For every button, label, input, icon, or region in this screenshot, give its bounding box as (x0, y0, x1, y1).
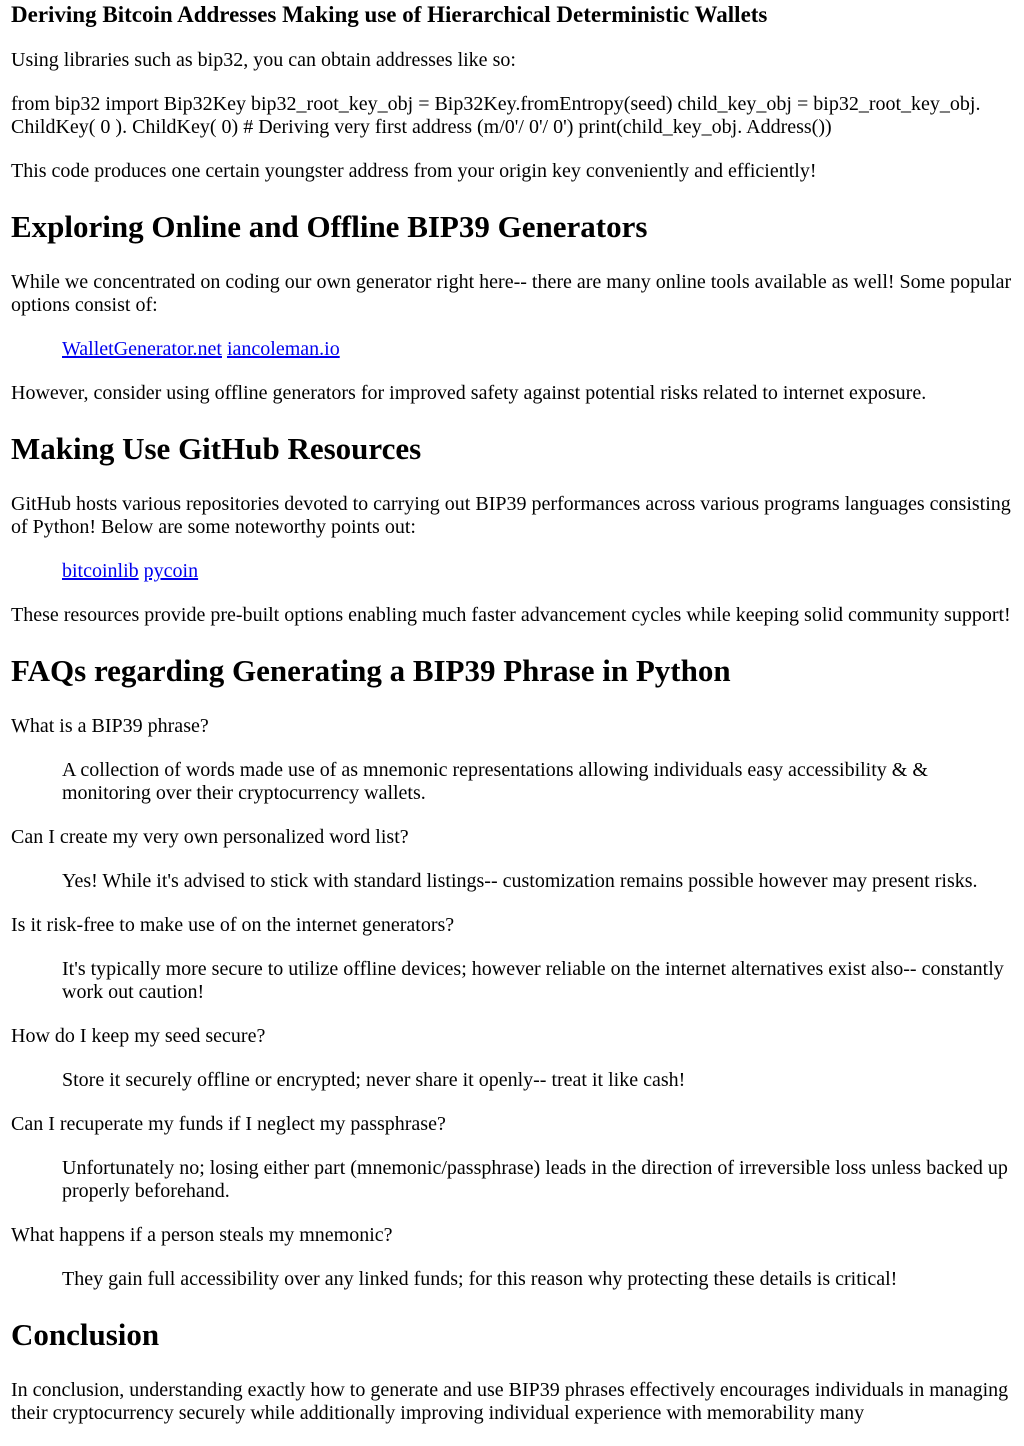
generators-link-list (11, 338, 1013, 361)
derive-code: from bip32 import Bip32Key bip32_root_key_obj = Bip32Key.fromEntropy(seed) child_key_obj = bip32_root_key_obj. ChildKey( 0 ). ChildKey( 0) # Deriving very first address (m/0'/ 0'/ 0') print(child_key_obj. Address()) (11, 93, 981, 138)
link-walletgenerator[interactable]: WalletGenerator.net (62, 338, 222, 360)
faq-question: What happens if a person steals my mnemonic? (11, 1224, 393, 1246)
faq-question: Can I recuperate my funds if I neglect my passphrase? (11, 1113, 446, 1135)
generators-heading: Exploring Online and Offline BIP39 Generators (11, 209, 648, 244)
generators-outro: However, consider using offline generators for improved safety against potential risks related to internet exposure. (11, 382, 927, 404)
github-intro: GitHub hosts various repositories devoted to carrying out BIP39 performances across various programs languages consisting of Python! Below are some noteworthy points out: (11, 493, 1011, 538)
faq-heading: FAQs regarding Generating a BIP39 Phrase in Python (11, 653, 731, 688)
github-heading: Making Use GitHub Resources (11, 431, 422, 466)
faq-answer: They gain full accessibility over any linked funds; for this reason why protecting these details is critical! (62, 1268, 898, 1290)
conclusion-heading: Conclusion (11, 1317, 160, 1352)
article (0, 1, 1024, 1425)
faq-question: Is it risk-free to make use of on the internet generators? (11, 914, 455, 936)
github-link-list (11, 560, 1013, 583)
faq-answer: A collection of words made use of as mnemonic representations allowing individuals easy accessibility & & monitoring over their cryptocurrency wallets. (62, 759, 928, 804)
faq-answer: It's typically more secure to utilize offline devices; however reliable on the internet alternatives exist also-- constantly work out caution! (62, 958, 1004, 1003)
faq-question: What is a BIP39 phrase? (11, 715, 209, 737)
faq-answer: Yes! While it's advised to stick with standard listings-- customization remains possible however may present risks. (62, 870, 978, 892)
conclusion-text: In conclusion, understanding exactly how to generate and use BIP39 phrases effectively encourages individuals in managing their cryptocurrency securely while additionally improving individual experience with memorability many (11, 1379, 1009, 1424)
link-pycoin[interactable]: pycoin (143, 560, 199, 582)
link-bitcoinlib[interactable]: bitcoinlib (62, 560, 139, 582)
github-outro: These resources provide pre-built options enabling much faster advancement cycles while keeping solid community support! (11, 604, 1011, 626)
faq-question: Can I create my very own personalized word list? (11, 826, 409, 848)
derive-outro: This code produces one certain youngster address from your origin key conveniently and efficiently! (11, 160, 817, 182)
derive-heading: Deriving Bitcoin Addresses Making use of Hierarchical Deterministic Wallets (11, 2, 768, 27)
generators-intro: While we concentrated on coding our own generator right here-- there are many online tools available as well! Some popular options consist of: (11, 271, 1012, 316)
link-iancoleman[interactable]: iancoleman.io (226, 338, 340, 360)
faq-answer: Store it securely offline or encrypted; never share it openly-- treat it like cash! (62, 1069, 686, 1091)
derive-intro: Using libraries such as bip32, you can obtain addresses like so: (11, 49, 516, 71)
faq-question: How do I keep my seed secure? (11, 1025, 266, 1047)
faq-answer: Unfortunately no; losing either part (mnemonic/passphrase) leads in the direction of irreversible loss unless backed up properly beforehand. (62, 1157, 1008, 1202)
